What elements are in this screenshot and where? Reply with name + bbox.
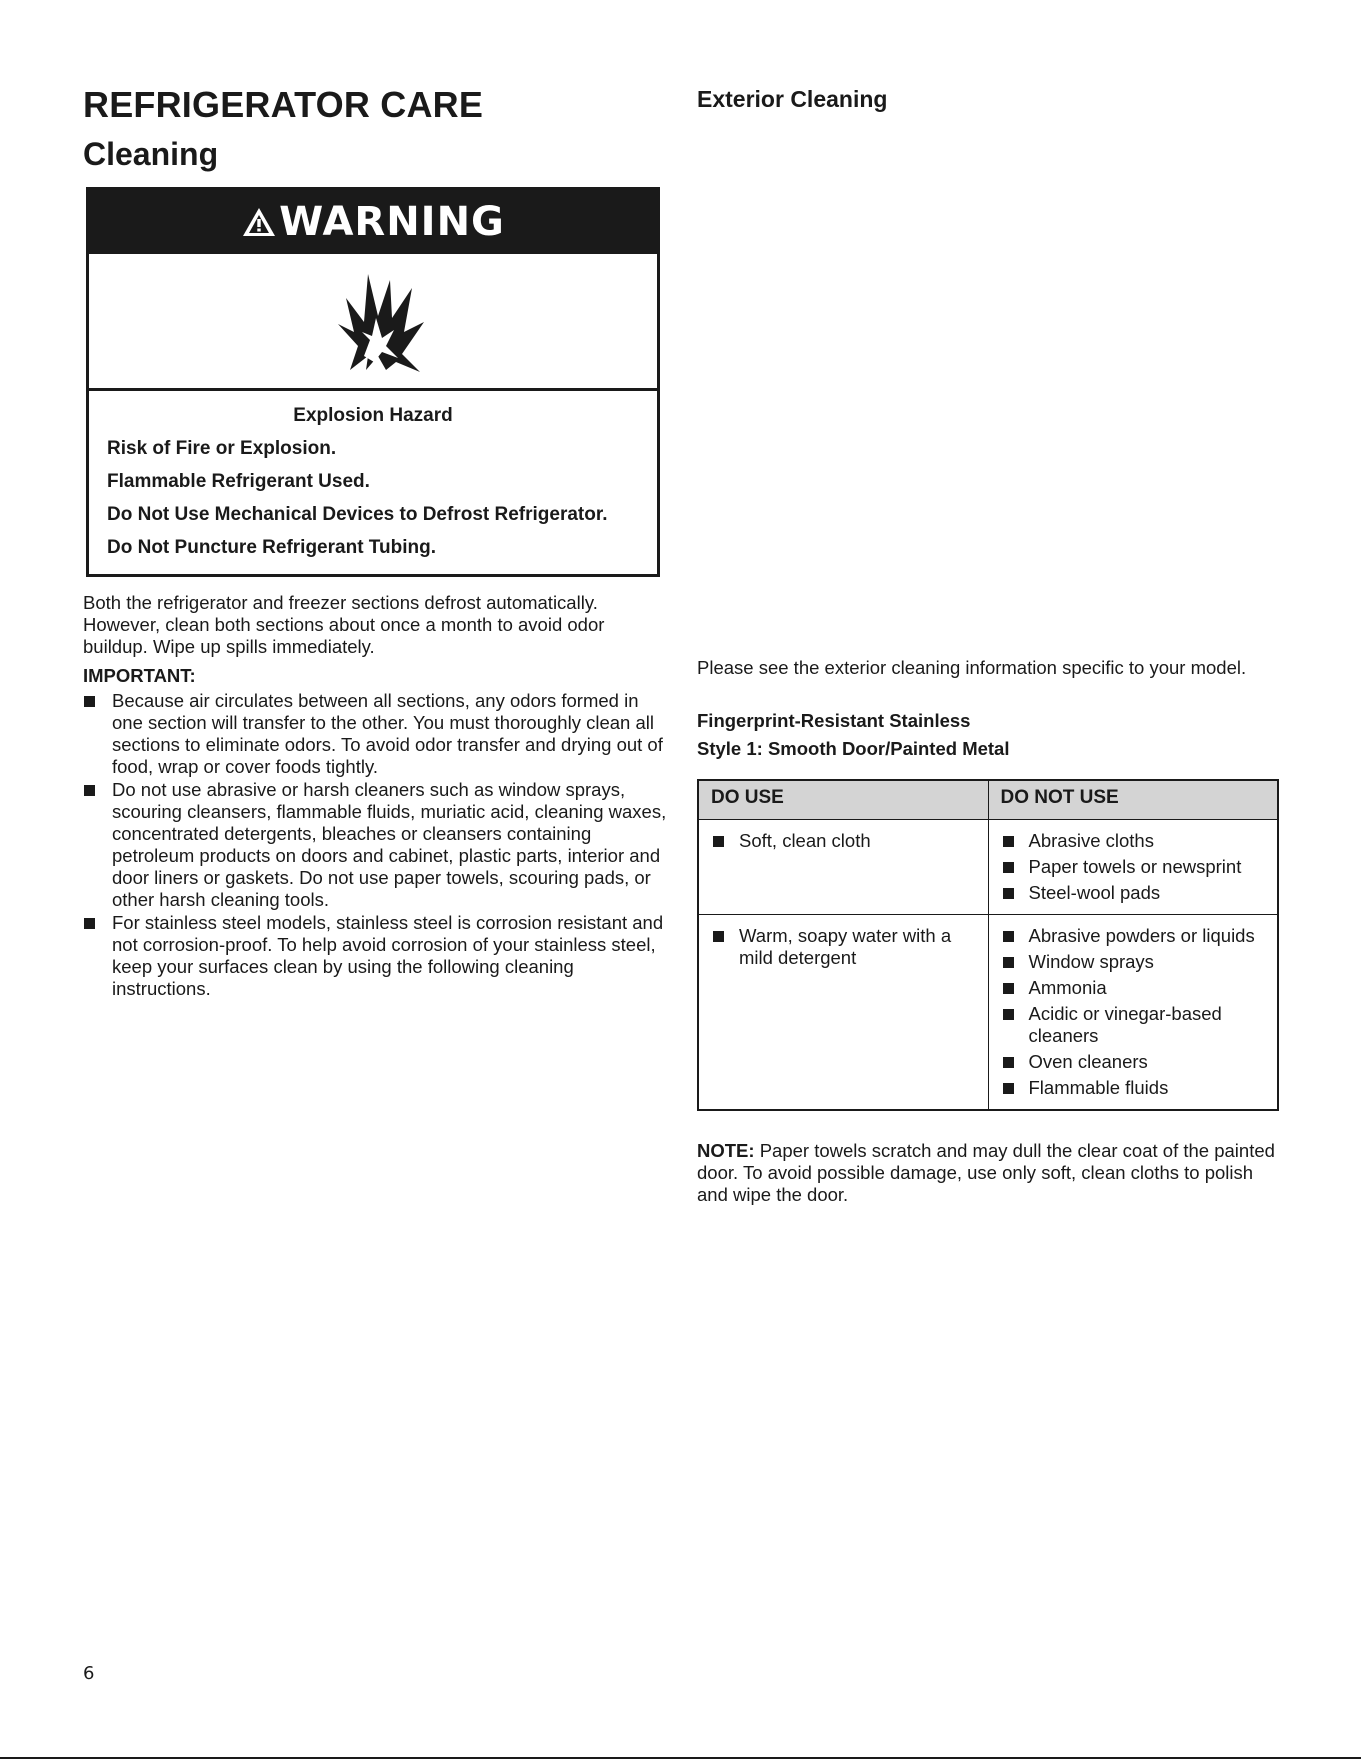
warning-line: Risk of Fire or Explosion. <box>107 438 337 459</box>
list-item-text: Paper towels or newsprint <box>1028 856 1242 877</box>
bullet-icon <box>84 785 95 796</box>
warning-line: Do Not Puncture Refrigerant Tubing. <box>107 537 436 558</box>
bullet-icon <box>1003 931 1014 942</box>
list-item-text: Flammable fluids <box>1028 1077 1169 1098</box>
bullet-icon <box>1003 1083 1014 1094</box>
list-item-text: Soft, clean cloth <box>739 830 871 851</box>
page-title: REFRIGERATOR CARE <box>83 84 484 125</box>
bullet-icon <box>1003 862 1014 873</box>
bullet-icon <box>1003 836 1014 847</box>
defrost-paragraph: Both the refrigerator and freezer sections defrost automatically. However, clean both sections about once a month to avoid odor buildup. Wipe up spills immediately. <box>83 592 605 657</box>
list-item <box>1001 830 1272 852</box>
bullet-icon <box>1003 983 1014 994</box>
note-paragraph <box>697 1140 1277 1206</box>
list-item-text: Abrasive cloths <box>1028 830 1154 851</box>
table-row <box>698 820 1278 915</box>
subheading-style1: Style 1: Smooth Door/Painted Metal <box>697 738 1010 759</box>
bullet-icon <box>84 918 95 929</box>
table-cell <box>988 915 1278 1111</box>
list-item-text: Ammonia <box>1028 977 1107 998</box>
bullet-icon <box>713 836 724 847</box>
bullet-icon <box>1003 1009 1014 1020</box>
table-header-row <box>698 780 1278 820</box>
hazard-type: Explosion Hazard <box>293 405 453 426</box>
warning-title: WARNING <box>279 199 505 245</box>
list-item-text: Oven cleaners <box>1028 1051 1148 1072</box>
warning-line: Do Not Use Mechanical Devices to Defrost Refrigerator. <box>107 504 608 525</box>
table-cell <box>698 820 988 915</box>
bullet-icon <box>1003 957 1014 968</box>
list-item-text: Do not use abrasive or harsh cleaners such as window sprays, scouring cleansers, flammable fluids, muriatic acid, cleaning waxes, concentrated detergents, bleaches or cleansers containing petroleum products on doors and cabinet, plastic parts, interior and door liners or gaskets. Do not use paper towels, scouring pads, or other harsh cleaning tools. <box>112 779 667 910</box>
bullet-icon <box>1003 1057 1014 1068</box>
list-item <box>83 690 668 778</box>
list-item <box>1001 951 1272 973</box>
explosion-icon <box>320 266 430 376</box>
list-item <box>1001 1003 1272 1047</box>
warning-triangle-icon <box>241 206 277 238</box>
footer-rule <box>0 1757 1361 1759</box>
list-item-text: Abrasive powders or liquids <box>1028 925 1255 946</box>
list-item <box>1001 856 1272 878</box>
note-label: NOTE: <box>697 1140 755 1161</box>
list-item <box>1001 1077 1272 1099</box>
hazard-icon-area <box>89 254 657 391</box>
note-text: Paper towels scratch and may dull the clear coat of the painted door. To avoid possible damage, use only soft, clean cloths to polish and wipe the door. <box>697 1140 1275 1205</box>
exterior-cleaning-heading: Exterior Cleaning <box>697 86 888 112</box>
important-list <box>83 690 668 1001</box>
bullet-icon <box>84 696 95 707</box>
important-label: IMPORTANT: <box>83 665 196 686</box>
bullet-icon <box>713 931 724 942</box>
list-item <box>83 912 668 1000</box>
section-heading: Cleaning <box>83 136 219 172</box>
page-number: 6 <box>83 1663 95 1684</box>
list-item <box>711 830 982 852</box>
cleaning-table <box>697 779 1279 1111</box>
table-row <box>698 915 1278 1111</box>
column-header-do-use: DO USE <box>698 780 988 820</box>
list-item <box>1001 1051 1272 1073</box>
list-item <box>1001 977 1272 999</box>
list-item <box>1001 882 1272 904</box>
table-cell <box>698 915 988 1111</box>
list-item <box>83 779 668 911</box>
list-item-text: Acidic or vinegar-based cleaners <box>1028 1003 1222 1046</box>
list-item <box>1001 925 1272 947</box>
warning-header <box>89 190 657 254</box>
list-item-text: Warm, soapy water with a mild detergent <box>739 925 952 968</box>
list-item-text: Steel-wool pads <box>1028 882 1161 903</box>
list-item <box>711 925 982 969</box>
subheading-fingerprint: Fingerprint-Resistant Stainless <box>697 710 971 731</box>
list-item-text: Because air circulates between all sections, any odors formed in one section will transfer to the other. You must thoroughly clean all sections to eliminate odors. To avoid odor transfer and drying out of food, wrap or cover foods tightly. <box>112 690 663 777</box>
warning-line: Flammable Refrigerant Used. <box>107 471 370 492</box>
list-item-text: For stainless steel models, stainless steel is corrosion resistant and not corrosion-proof. To help avoid corrosion of your stainless steel, keep your surfaces clean by using the following cleaning instructions. <box>112 912 664 999</box>
bullet-icon <box>1003 888 1014 899</box>
column-header-do-not-use: DO NOT USE <box>988 780 1278 820</box>
list-item-text: Window sprays <box>1028 951 1154 972</box>
table-cell <box>988 820 1278 915</box>
exterior-intro: Please see the exterior cleaning information specific to your model. <box>697 657 1247 678</box>
warning-text <box>89 391 657 559</box>
warning-box <box>86 187 660 577</box>
